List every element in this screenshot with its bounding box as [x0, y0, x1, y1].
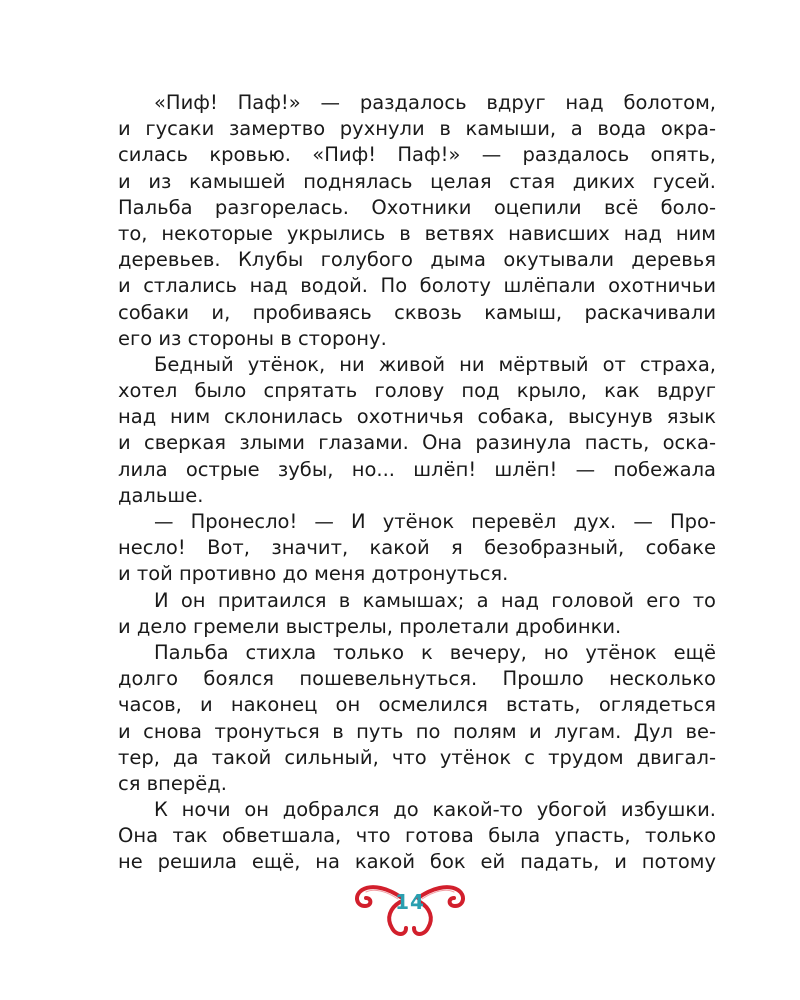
text-line: хотел было спрятать голову под крыло, как вдруг: [118, 379, 716, 403]
text-line: не решила ещё, на какой бок ей падать, и потому: [118, 850, 716, 874]
text-line: и снова тронуться в путь по полям и лугам. Дул ве-: [118, 719, 716, 743]
text-line: тер, да такой сильный, что утёнок с трудом двигал-: [118, 745, 716, 769]
text-line: силась кровью. «Пиф! Паф!» — раздалось опять,: [118, 143, 716, 167]
text-line: ся вперёд.: [118, 771, 227, 795]
text-line: и гусаки замертво рухнули в камыши, а вода окра-: [118, 117, 716, 141]
page-text: [118, 90, 716, 876]
text-line: Пальба разгорелась. Охотники оцепили всё боло-: [118, 195, 716, 219]
page-number: 14: [395, 890, 425, 914]
text-line: несло! Вот, значит, какой я безобразный, собаке: [118, 536, 716, 560]
text-line: часов, и наконец он осмелился встать, оглядеться: [118, 693, 716, 717]
text-line: и сверкая злыми глазами. Она разинула пасть, оска-: [118, 431, 716, 455]
text-line: И он притаился в камышах; а над головой его то: [154, 588, 716, 612]
text-line: собаки и, пробиваясь сквозь камыш, раскачивали: [118, 300, 716, 324]
text-line: Она так обветшала, что готова была упасть, только: [118, 824, 716, 848]
text-line: лила острые зубы, но... шлёп! шлёп! — побежала: [118, 457, 716, 481]
text-line: К ночи он добрался до какой-то убогой избушки.: [154, 798, 716, 822]
text-line: и той противно до меня дотронуться.: [118, 562, 509, 586]
text-line: то, некоторые укрылись в ветвях нависших над ним: [118, 221, 716, 245]
page-number-ornament: [350, 878, 470, 942]
text-line: его из стороны в сторону.: [118, 326, 387, 350]
text-line: долго боялся пошевельнуться. Прошло несколько: [118, 667, 716, 691]
text-line: над ним склонилась охотничья собака, высунув язык: [118, 405, 716, 429]
text-line: и из камышей поднялась целая стая диких гусей.: [118, 169, 716, 193]
text-line: и дело гремели выстрелы, пролетали дробинки.: [118, 614, 622, 638]
text-line: Бедный утёнок, ни живой ни мёртвый от страха,: [154, 352, 716, 376]
text-line: Пальба стихла только к вечеру, но утёнок ещё: [154, 640, 716, 664]
text-line: «Пиф! Паф!» — раздалось вдруг над болотом,: [154, 91, 716, 114]
text-line: и стлались над водой. По болоту шлёпали охотничьи: [118, 274, 716, 298]
text-line: деревьев. Клубы голубого дыма окутывали деревья: [118, 248, 716, 272]
text-line: дальше.: [118, 483, 204, 507]
text-line: — Пронесло! — И утёнок перевёл дух. — Про-: [154, 510, 716, 533]
